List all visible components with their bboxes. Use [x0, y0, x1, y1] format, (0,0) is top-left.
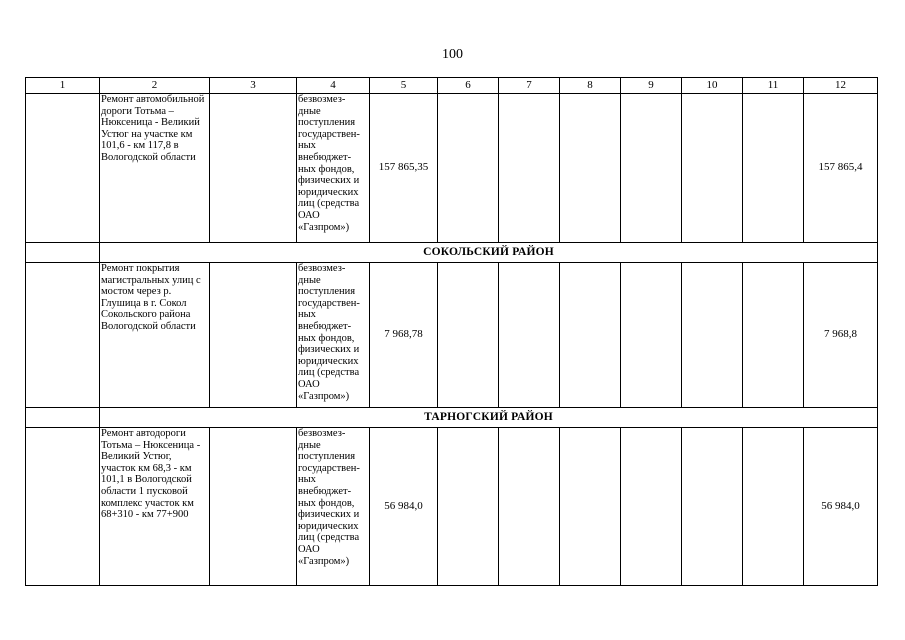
- table-cell: [682, 263, 743, 408]
- table-cell: [438, 263, 499, 408]
- table-cell: [26, 243, 100, 263]
- column-header: 10: [682, 78, 743, 94]
- amount-cell: 56 984,0: [370, 428, 438, 586]
- column-header: 5: [370, 78, 438, 94]
- table-cell: [26, 428, 100, 586]
- total-cell: 56 984,0: [804, 428, 878, 586]
- page-number: 100: [442, 47, 463, 62]
- section-row: [26, 408, 878, 428]
- column-header: 12: [804, 78, 878, 94]
- table-cell: [499, 94, 560, 243]
- table-cell: [621, 263, 682, 408]
- table-row: [26, 428, 878, 586]
- table-cell: [438, 94, 499, 243]
- table-cell: [743, 263, 804, 408]
- table-cell: [560, 263, 621, 408]
- amount-cell: 7 968,78: [370, 263, 438, 408]
- table-cell: [210, 94, 297, 243]
- total-cell: 7 968,8: [804, 263, 878, 408]
- table-row: [26, 94, 878, 243]
- project-name-cell: Ремонт автодороги Тотьма – Нюксеница - Великий Устюг, участок км 68,3 - км 101,1 в Вологодской области 1 пусковой комплекс участок км 68+310 - км 77+900: [100, 428, 210, 586]
- column-header: 6: [438, 78, 499, 94]
- table-cell: [682, 428, 743, 586]
- table-cell: [682, 94, 743, 243]
- table-cell: [210, 263, 297, 408]
- table-cell: [26, 263, 100, 408]
- table-cell: [438, 428, 499, 586]
- table-cell: [621, 94, 682, 243]
- funding-source-cell: безвозмез-дные поступления государствен-ных внебюджет-ных фондов, физических и юридических лиц (средства ОАО «Газпром»): [297, 263, 370, 408]
- funding-source-cell: безвозмез-дные поступления государствен-ных внебюджет-ных фондов, физических и юридических лиц (средства ОАО «Газпром»): [297, 428, 370, 586]
- column-header: 9: [621, 78, 682, 94]
- table-cell: [26, 408, 100, 428]
- section-title: СОКОЛЬСКИЙ РАЙОН: [100, 243, 878, 263]
- column-header: 1: [26, 78, 100, 94]
- column-header: 11: [743, 78, 804, 94]
- funding-source-cell: безвозмез-дные поступления государствен-ных внебюджет-ных фондов, физических и юридических лиц (средства ОАО «Газпром»): [297, 94, 370, 243]
- column-header: 4: [297, 78, 370, 94]
- table-cell: [743, 428, 804, 586]
- column-header: 2: [100, 78, 210, 94]
- column-header: 3: [210, 78, 297, 94]
- project-name-cell: Ремонт покрытия магистральных улиц с мостом через р. Глушица в г. Сокол Сокольского района Вологодской области: [100, 263, 210, 408]
- section-row: [26, 243, 878, 263]
- table-cell: [499, 263, 560, 408]
- table-cell: [560, 428, 621, 586]
- table-cell: [499, 428, 560, 586]
- table-row: [26, 263, 878, 408]
- total-cell: 157 865,4: [804, 94, 878, 243]
- data-table: [25, 77, 878, 586]
- table-cell: [743, 94, 804, 243]
- column-header: 7: [499, 78, 560, 94]
- table-cell: [210, 428, 297, 586]
- table-cell: [26, 94, 100, 243]
- project-name-cell: Ремонт автомобильной дороги Тотьма – Нюксеница - Великий Устюг на участке км 101,6 - км 117,8 в Вологодской области: [100, 94, 210, 243]
- amount-cell: 157 865,35: [370, 94, 438, 243]
- column-header: 8: [560, 78, 621, 94]
- table-cell: [560, 94, 621, 243]
- table-cell: [621, 428, 682, 586]
- column-number-row: [26, 78, 878, 94]
- section-title: ТАРНОГСКИЙ РАЙОН: [100, 408, 878, 428]
